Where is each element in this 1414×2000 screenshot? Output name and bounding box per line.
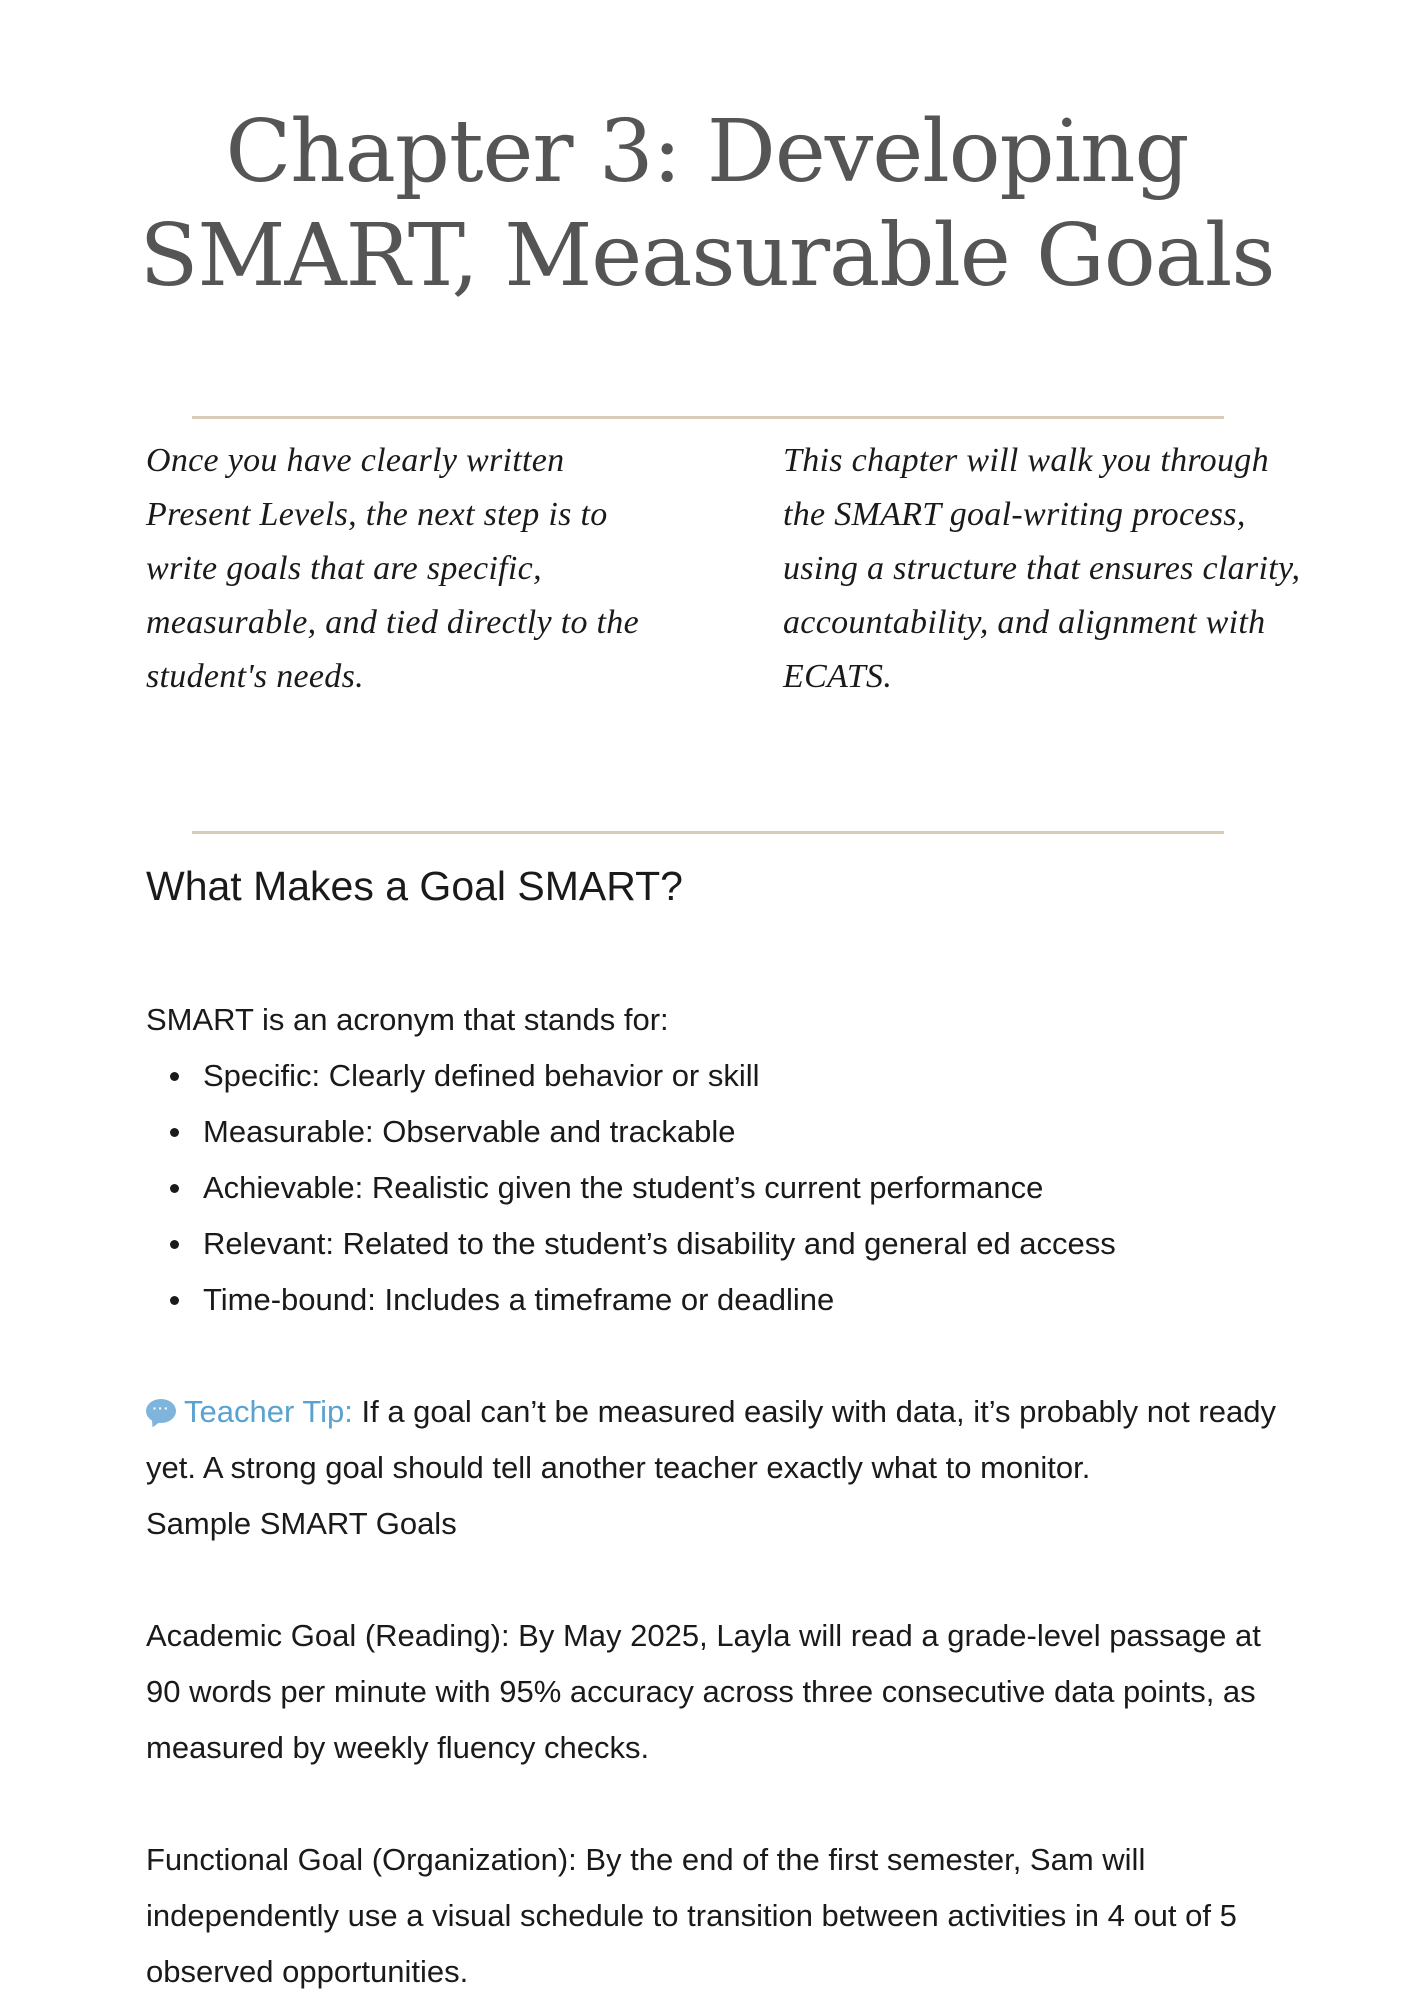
list-item bbox=[146, 1104, 1116, 1160]
section-heading: What Makes a Goal SMART? bbox=[146, 863, 683, 909]
sample-goals-heading: Sample SMART Goals bbox=[146, 1506, 457, 1541]
bottom-divider bbox=[192, 831, 1224, 834]
teacher-tip-text: If a goal can’t be measured easily with data, it’s probably not ready yet. A strong goal should tell another teacher exactly what to monitor. bbox=[146, 1394, 1276, 1485]
chapter-title-line-2: SMART, Measurable Goals bbox=[139, 206, 1275, 306]
list-item-text: Relevant: Related to the student’s disability and general ed access bbox=[203, 1226, 1116, 1261]
list-item-text: Time-bound: Includes a timeframe or deadline bbox=[203, 1282, 835, 1317]
intro-left-column: Once you have clearly written Present Levels, the next step is to write goals that are specific, measurable, and tied directly to the student's needs. bbox=[146, 442, 639, 695]
top-divider bbox=[192, 416, 1224, 419]
list-item bbox=[146, 1272, 1116, 1328]
intro-right-column: This chapter will walk you through the SMART goal-writing process, using a structure that ensures clarity, accountability, and alignment with ECATS. bbox=[783, 442, 1301, 695]
list-item-text: Measurable: Observable and trackable bbox=[203, 1114, 736, 1149]
functional-goal: Functional Goal (Organization): By the end of the first semester, Sam will independently use a visual schedule to transition between activities in 4 out of 5 observed opportunities. bbox=[146, 1842, 1237, 1989]
list-item bbox=[146, 1216, 1116, 1272]
bullet-icon bbox=[170, 1296, 179, 1305]
chapter-title-line-1: Chapter 3: Developing bbox=[225, 102, 1189, 202]
list-item bbox=[146, 1160, 1116, 1216]
list-item-text: Achievable: Realistic given the student’s current performance bbox=[203, 1170, 1044, 1205]
list-item bbox=[146, 1048, 1116, 1104]
chapter-title bbox=[0, 100, 1414, 308]
speech-bubble-icon: ··· bbox=[146, 1399, 176, 1423]
bullet-icon bbox=[170, 1184, 179, 1193]
teacher-tip bbox=[146, 1384, 1276, 1552]
academic-goal: Academic Goal (Reading): By May 2025, Layla will read a grade-level passage at 90 words per minute with 95% accuracy across three consecutive data points, as measured by weekly fluency checks. bbox=[146, 1618, 1261, 1765]
list-item-text: Specific: Clearly defined behavior or skill bbox=[203, 1058, 760, 1093]
smart-criteria-list bbox=[146, 1048, 1116, 1328]
bullet-icon bbox=[170, 1072, 179, 1081]
bullet-icon bbox=[170, 1240, 179, 1249]
teacher-tip-label: Teacher Tip: bbox=[184, 1394, 353, 1429]
smart-intro-text: SMART is an acronym that stands for: bbox=[146, 1002, 669, 1037]
bullet-icon bbox=[170, 1128, 179, 1137]
